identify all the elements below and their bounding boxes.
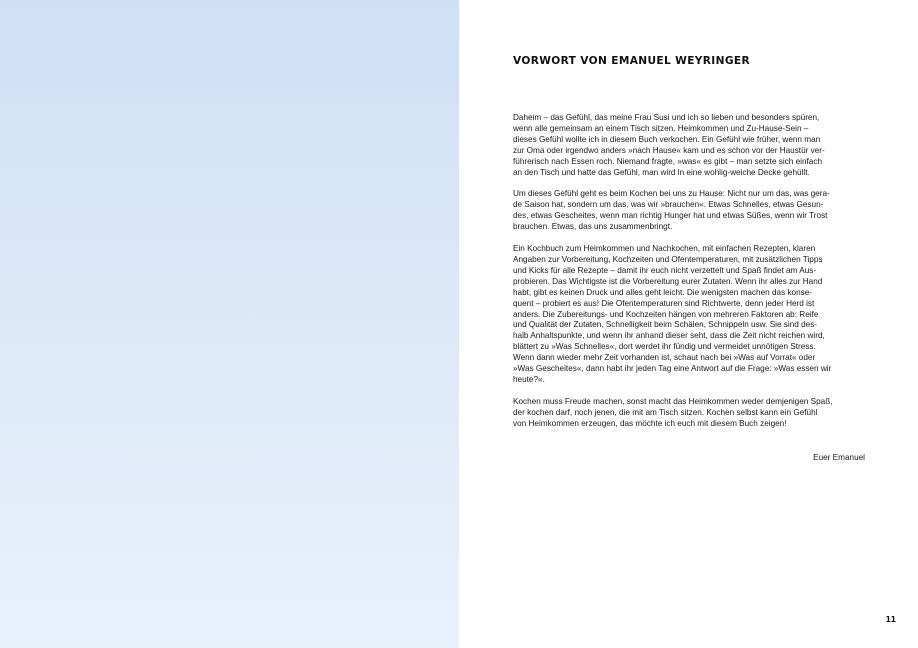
page-title: VORWORT VON EMANUEL WEYRINGER — [513, 55, 750, 67]
foreword-body — [513, 113, 867, 441]
signature: Euer Emanuel — [813, 453, 865, 462]
paragraph — [513, 244, 867, 386]
text-line: Kochen muss Freude machen, sonst macht das Heimkommen weder demjenigen Spaß, — [513, 396, 833, 406]
text-line: Wenn dann wieder mehr Zeit vorhanden ist, schaut nach bei »Was auf Vorrat« oder — [513, 353, 816, 363]
text-line: probieren. Das Wichtigste ist die Vorbereitung eurer Zutaten. Wenn ihr alles zur Hand — [513, 276, 823, 286]
text-line: Ein Kochbuch zum Heimkommen und Nachkochen, mit einfachen Rezepten, klaren — [513, 244, 816, 254]
text-line: Um dieses Gefühl geht es beim Kochen bei uns zu Hause: Nicht nur um das, was gera- — [513, 189, 830, 199]
text-line: blättert zu »Was Schnelles«, dort werdet ihr fündig und vermeidet unnötigen Stress. — [513, 342, 816, 352]
text-line: Daheim – das Gefühl, das meine Frau Susi und ich so lieben und besonders spüren, — [513, 113, 820, 122]
text-line: anders. Die Zubereitungs- und Kochzeiten hängen von mehreren Faktoren ab: Reife — [513, 309, 819, 319]
text-line: wenn alle gemeinsam an einem Tisch sitzen. Heimkommen und Zu-Hause-Sein – — [513, 123, 809, 133]
text-line: Angaben zur Vorbereitung, Kochzeiten und Ofentemperaturen, mit zusätzlichen Tipps — [513, 254, 823, 264]
text-line: und Qualität der Zutaten, Schnelligkeit beim Schälen, Schnippeln usw. Sie sind des- — [513, 320, 818, 330]
text-line: halb Anhaltspunkte, und wenn ihr anhand dieser seht, dass die Zeit nicht reichen wird, — [513, 331, 825, 341]
paragraph — [513, 397, 867, 430]
text-line: von Heimkommen erzeugen, das möchte ich euch mit diesem Buch zeigen! — [513, 418, 787, 428]
text-line: habt, gibt es keinen Druck und alles geht leicht. Die wenigsten machen das konse- — [513, 287, 813, 297]
text-line: der kochen darf, noch jenen, die mit am Tisch sitzen. Kochen selbst kann ein Gefühl — [513, 407, 818, 417]
text-line: an den Tisch und hatte das Gefühl, man wird in eine wohlig-weiche Decke gehüllt. — [513, 167, 810, 177]
text-line: führerisch nach Essen roch. Niemand fragte, »was« es gibt – man setzte sich einfach — [513, 156, 823, 166]
text-line: zur Oma oder irgendwo anders »nach Hause« kam und es schon vor der Haustür ver- — [513, 145, 825, 155]
text-line: »Was Gescheites«, dann habt ihr jeden Tag eine Antwort auf die Frage: »Was essen wir — [513, 364, 832, 374]
text-line: und Kicks für alle Rezepte – damit ihr euch nicht verzettelt und Spaß findet am Aus- — [513, 265, 817, 275]
text-line: quent – probiert es aus! Die Ofentemperaturen sind Richtwerte, denn jeder Herd ist — [513, 298, 815, 308]
text-line: heute?«. — [513, 374, 545, 384]
paragraph — [513, 113, 867, 178]
text-line: dieses Gefühl wollte ich in diesem Buch verkochen. Ein Gefühl wie früher, wenn man — [513, 134, 821, 144]
right-page — [459, 0, 918, 648]
text-line: de Saison hat, sondern um das, was wir »brauchen«. Etwas Schnelles, etwas Gesun- — [513, 200, 824, 210]
text-line: brauchen. Etwas, das uns zusammenbringt. — [513, 222, 673, 232]
text-line: des, etwas Gescheites, wenn man richtig Hunger hat und etwas Süßes, wenn wir Trost — [513, 211, 828, 221]
page-number: 11 — [885, 615, 896, 624]
paragraph — [513, 189, 867, 233]
